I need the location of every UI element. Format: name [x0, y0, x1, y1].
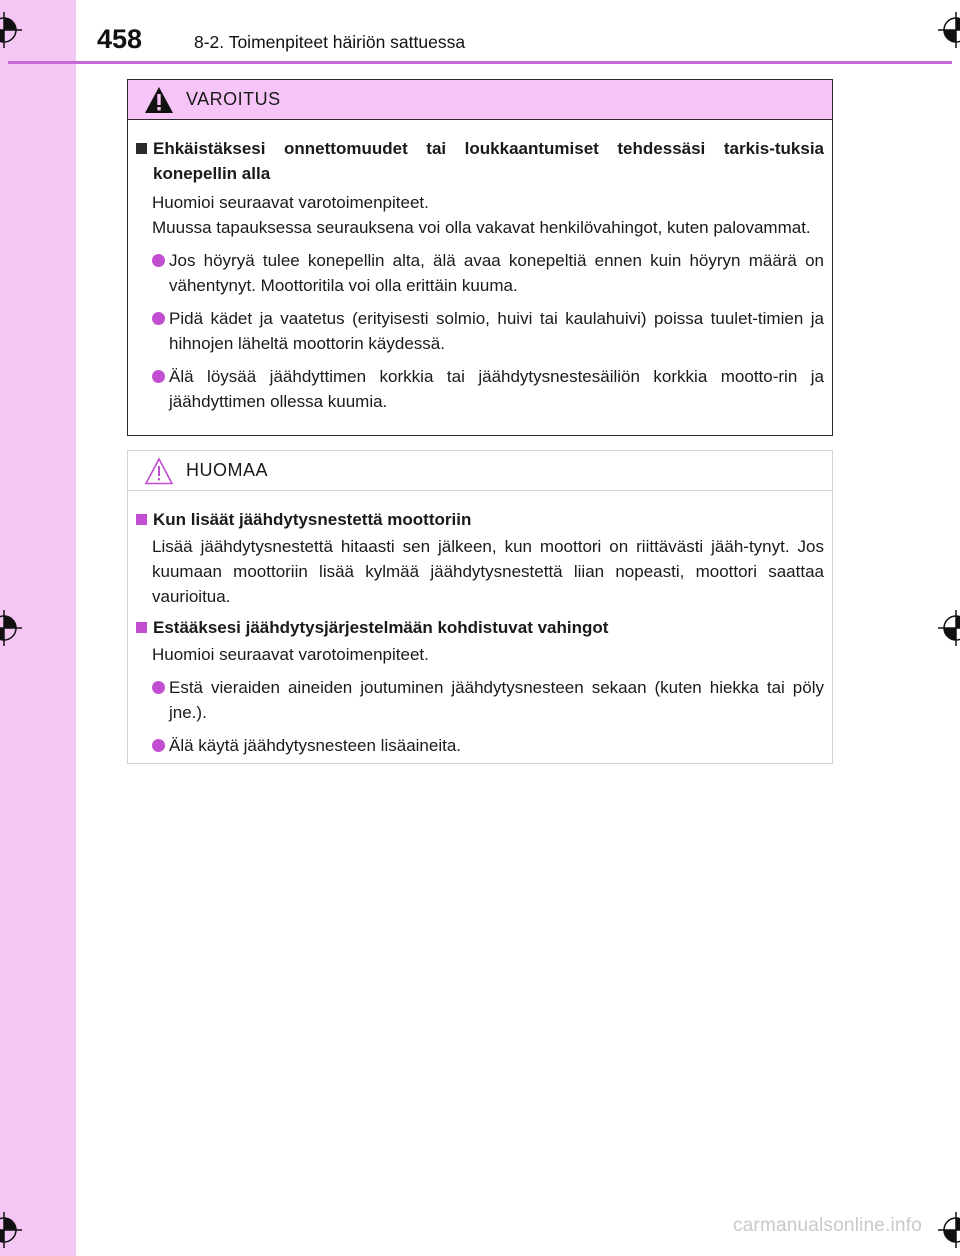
page-number: 458: [97, 24, 143, 54]
notice-box: [127, 450, 833, 764]
notice-title: HUOMAA: [186, 460, 269, 480]
warning-bullet: Pidä kädet ja vaatetus (erityisesti solmio, huivi tai kaulahuivi) poissa tuulet-timien ja hihnojen läheltä moottorin käydessä.: [136, 306, 824, 356]
round-bullet-icon: [152, 254, 165, 267]
registration-mark-icon: [0, 610, 22, 646]
registration-mark-icon: [938, 610, 960, 646]
notice-bullet: Estä vieraiden aineiden joutuminen jäähdytysnesteen sekaan (kuten hiekka tai pöly jne.).: [136, 675, 824, 725]
registration-mark-icon: [938, 1212, 960, 1248]
header-rule: [8, 61, 952, 64]
notice-section-1-heading: Kun lisäät jäähdytysnestettä moottoriin: [136, 507, 824, 532]
notice-bullet: Älä käytä jäähdytysnesteen lisäaineita.: [136, 733, 824, 758]
caution-triangle-icon: [144, 457, 174, 485]
notice-box-body: [128, 491, 832, 758]
notice-section-2-intro: Huomioi seuraavat varotoimenpiteet.: [152, 645, 429, 664]
registration-mark-icon: [0, 1212, 22, 1248]
registration-mark-icon: [0, 12, 22, 48]
warning-box: [127, 79, 833, 436]
warning-bullet: Älä löysää jäähdyttimen korkkia tai jäähdytysnestesäiliön korkkia mootto-rin ja jäähdyttimen ollessa kuumia.: [136, 364, 824, 414]
watermark: carmanualsonline.info: [732, 1215, 922, 1236]
warning-intro-1: Huomioi seuraavat varotoimenpiteet.: [152, 193, 429, 212]
round-bullet-icon: [152, 370, 165, 383]
square-bullet-icon: [136, 143, 147, 154]
warning-box-body: [128, 120, 832, 414]
notice-box-header: [128, 451, 832, 491]
round-bullet-icon: [152, 739, 165, 752]
round-bullet-icon: [152, 681, 165, 694]
registration-mark-icon: [938, 12, 960, 48]
warning-bullet: Jos höyryä tulee konepellin alta, älä avaa konepeltiä ennen kuin höyryn määrä on vähentynyt. Moottoritila voi olla erittäin kuuma.: [136, 248, 824, 298]
square-bullet-icon: [136, 622, 147, 633]
warning-intro-2: Muussa tapauksessa seurauksena voi olla vakavat henkilövahingot, kuten palovammat.: [152, 218, 811, 237]
notice-section-1-text: Lisää jäähdytysnestettä hitaasti sen jälkeen, kun moottori on riittävästi jääh-tynyt. Jos kuumaan moottoriin lisää kylmää jäähdytysnestettä liian nopeasti, moottori saattaa vaurioitua.: [152, 537, 824, 606]
warning-triangle-icon: [144, 86, 174, 114]
warning-title: VAROITUS: [186, 89, 281, 109]
warning-section-heading: Ehkäistäksesi onnettomuudet tai loukkaantumiset tehdessäsi tarkis-tuksia konepellin alla: [136, 136, 824, 186]
chapter-title: 8-2. Toimenpiteet häiriön sattuessa: [194, 32, 466, 52]
round-bullet-icon: [152, 312, 165, 325]
square-bullet-icon: [136, 514, 147, 525]
notice-section-2-heading: Estääksesi jäähdytysjärjestelmään kohdistuvat vahingot: [136, 615, 824, 640]
warning-box-header: [128, 80, 832, 120]
